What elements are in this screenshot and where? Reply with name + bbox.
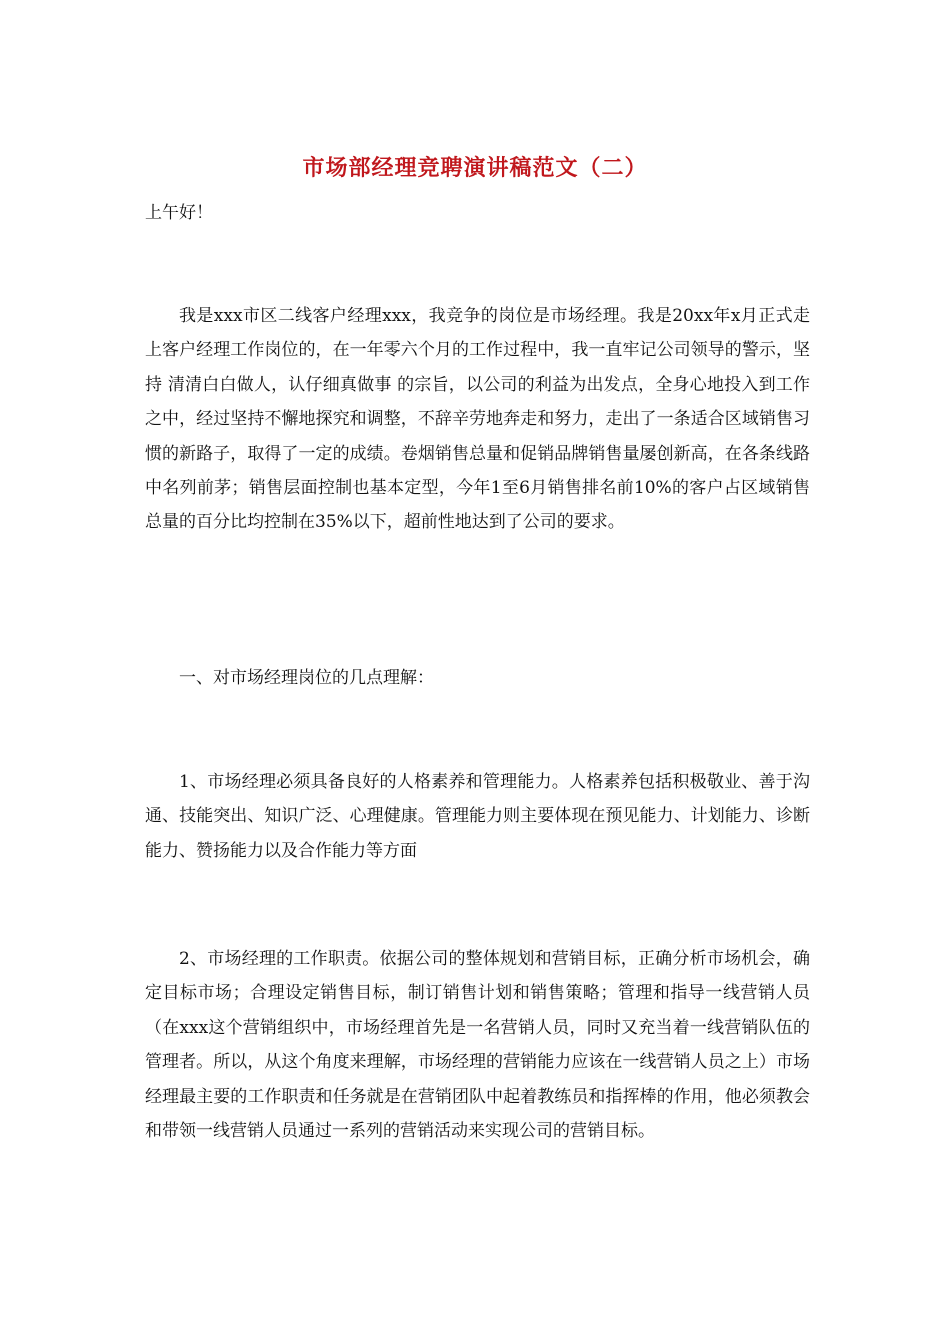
section-heading: 一、对市场经理岗位的几点理解： [179,668,434,688]
paragraph-intro: 我是xxx市区二线客户经理xxx，我竞争的岗位是市场经理。我是20xx年x月正式走上客户经理工作岗位的，在一年零六个月的工作过程中，我一直牢记公司领导的警示，坚持 清清白白做人，认仔细真做事 的宗旨，以公司的利益为出发点，全身心地投入到工作之中，经过坚持不懈地探究和调整，不辞辛劳地奔走和努力，走出了一条适合区域销售习惯的新路子，取得了一定的成绩。卷烟销售总量和促销品牌销售量屡创新高，在各条线路中名列前茅；销售层面控制也基本定型，今年1至6月销售排名前10%的客户占区域销售总量的百分比均控制在35%以下，超前性地达到了公司的要求。 [145,306,810,533]
paragraph-point-2: 2、市场经理的工作职责。依据公司的整体规划和营销目标，正确分析市场机会，确定目标市场；合理设定销售目标，制订销售计划和销售策略；管理和指导一线营销人员（在xxx这个营销组织中，市场经理首先是一名营销人员，同时又充当着一线营销队伍的管理者。所以，从这个角度来理解，市场经理的营销能力应该在一线营销人员之上）市场经理最主要的工作职责和任务就是在营销团队中起着教练员和指挥棒的作用，他必须教会和带领一线营销人员通过一系列的营销活动来实现公司的营销目标。 [145,949,810,1142]
document-title: 市场部经理竞聘演讲稿范文（二） [302,155,648,181]
greeting-text: 上午好！ [145,203,213,223]
paragraph-point-1: 1、市场经理必须具备良好的人格素养和管理能力。人格素养包括积极敬业、善于沟通、技能突出、知识广泛、心理健康。管理能力则主要体现在预见能力、计划能力、诊断能力、赞扬能力以及合作能力等方面 [145,772,810,861]
